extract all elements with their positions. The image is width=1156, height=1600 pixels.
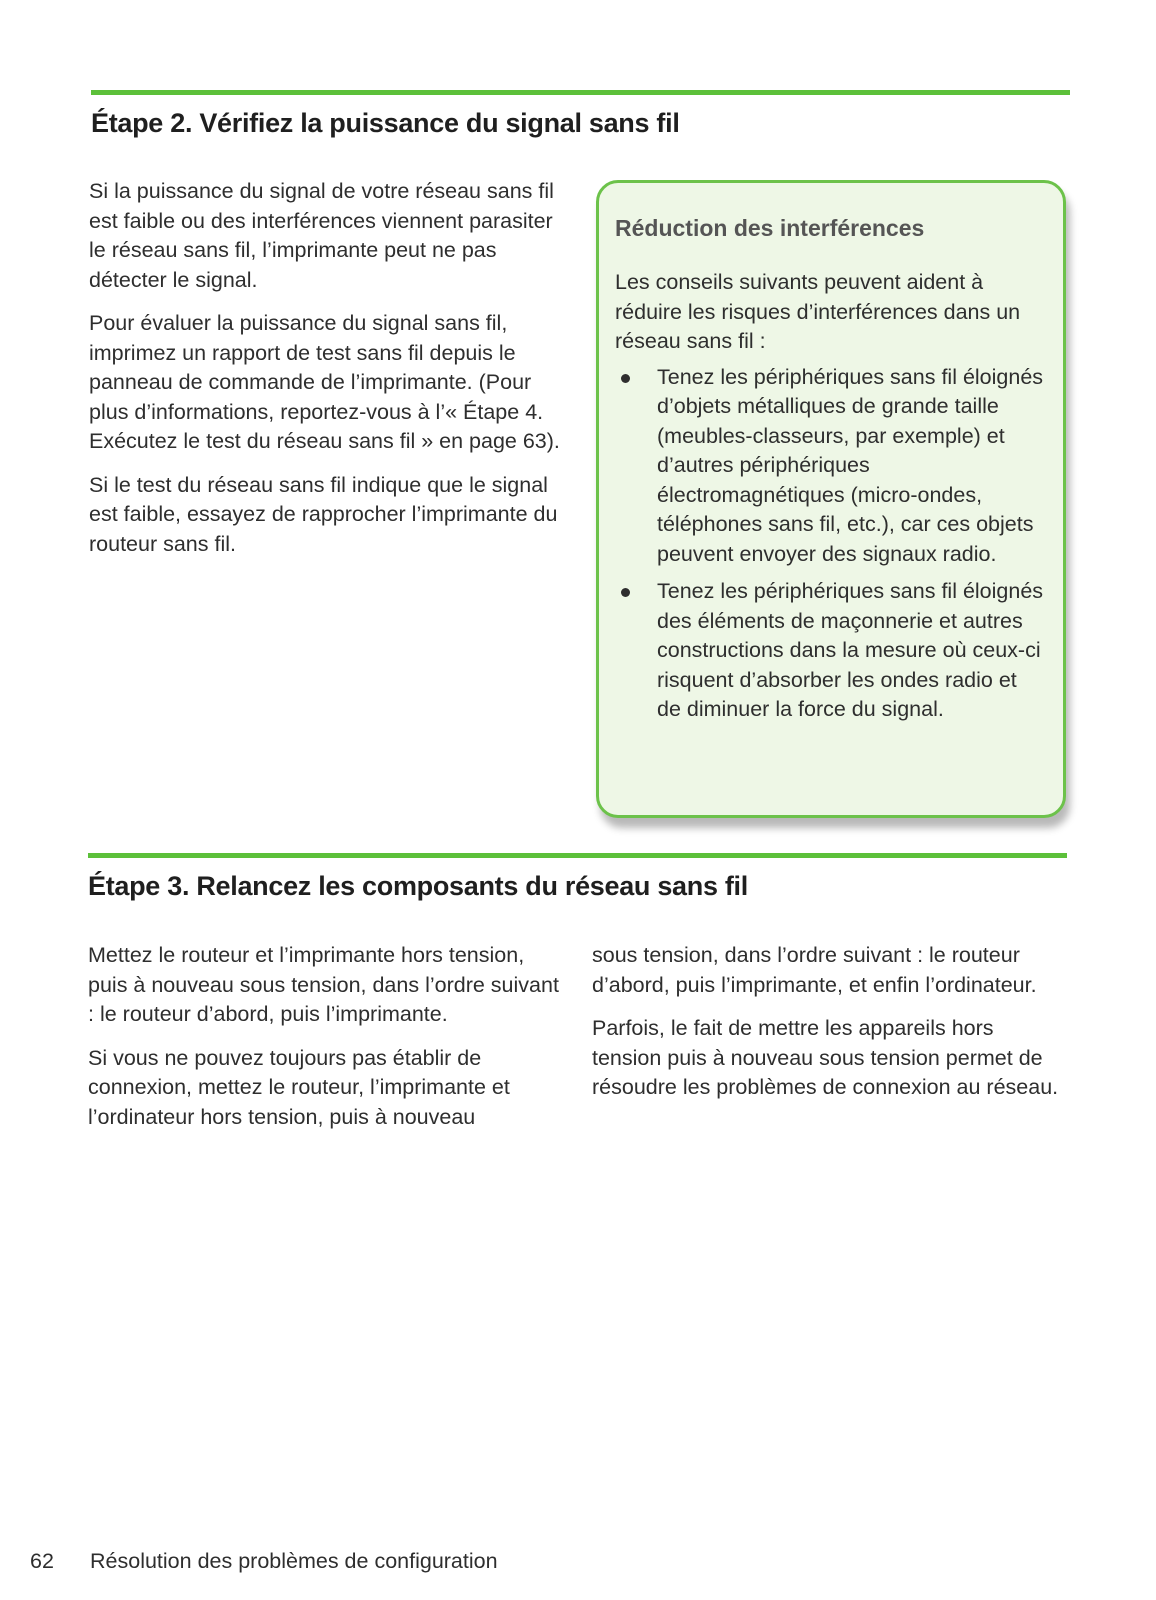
step2-paragraph: Pour évaluer la puissance du signal sans fil, imprimez un rapport de test sans fil depuis le panneau de commande de l’imprimante. (Pour plus d’informations, reportez-vous à l’« Étape 4. Exécutez le test du réseau sans fil » en page 63). <box>89 311 560 453</box>
bullet-icon <box>621 588 630 597</box>
page-footer <box>30 1549 498 1574</box>
footer-section-title: Résolution des problèmes de configuration <box>90 1549 498 1573</box>
section-divider-step2 <box>91 90 1070 95</box>
step3-heading: Étape 3. Relancez les composants du réseau sans fil <box>88 871 748 901</box>
sidebar-title: Réduction des interférences <box>615 215 925 241</box>
step3-right-column <box>592 941 1066 1117</box>
step2-heading: Étape 2. Vérifiez la puissance du signal sans fil <box>91 108 680 138</box>
list-item-text: Tenez les périphériques sans fil éloignés des éléments de maçonnerie et autres constructions dans la mesure où ceux-ci risquent d’absorber les ondes radio et de diminuer la force du signal. <box>657 579 1044 721</box>
step2-paragraph: Si le test du réseau sans fil indique que le signal est faible, essayez de rapprocher l’imprimante du routeur sans fil. <box>89 472 558 556</box>
step3-paragraph: sous tension, dans l’ordre suivant : le routeur d’abord, puis l’imprimante, et enfin l’ordinateur. <box>592 943 1037 997</box>
step3-left-column <box>88 941 562 1146</box>
interference-tips-box <box>596 180 1066 818</box>
step3-paragraph: Mettez le routeur et l’imprimante hors tension, puis à nouveau sous tension, dans l’ordre suivant : le routeur d’abord, puis l’imprimante. <box>88 943 559 1026</box>
list-item <box>615 363 1045 570</box>
bullet-icon <box>621 374 630 383</box>
tips-list <box>615 363 1045 725</box>
page-number: 62 <box>30 1549 54 1573</box>
sidebar-intro: Les conseils suivants peuvent aident à réduire les risques d’interférences dans un réseau sans fil : <box>615 270 1021 353</box>
step3-paragraph: Parfois, le fait de mettre les appareils hors tension puis à nouveau sous tension permet de résoudre les problèmes de connexion au réseau. <box>592 1016 1059 1099</box>
list-item-text: Tenez les périphériques sans fil éloignés d’objets métalliques de grande taille (meubles-classeurs, par exemple) et d’autres périphériques électromagnétiques (micro-ondes, téléphones sans fil, etc.), car ces objets peuvent envoyer des signaux radio. <box>657 364 1044 566</box>
section-divider-step3 <box>88 853 1067 858</box>
step3-paragraph: Si vous ne pouvez toujours pas établir de connexion, mettez le routeur, l’imprimante et l’ordinateur hors tension, puis à nouveau <box>88 1045 510 1129</box>
step2-body <box>89 177 561 573</box>
step2-paragraph: Si la puissance du signal de votre réseau sans fil est faible ou des interférences viennent parasiter le réseau sans fil, l’imprimante peut ne pas détecter le signal. <box>89 179 554 292</box>
list-item <box>615 577 1045 725</box>
